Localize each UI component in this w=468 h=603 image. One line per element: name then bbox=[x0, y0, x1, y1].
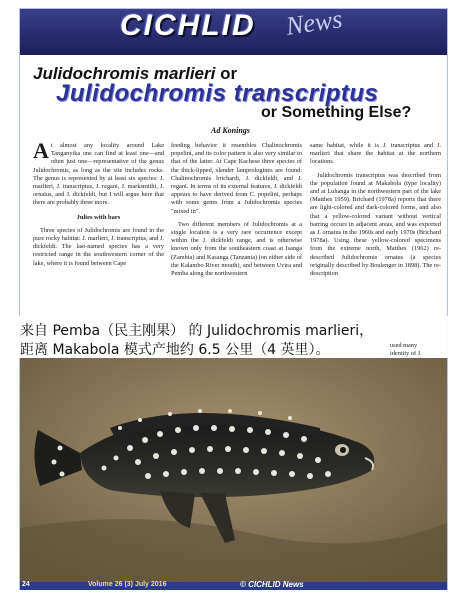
drop-cap: A bbox=[33, 138, 49, 163]
footer-bar bbox=[20, 582, 447, 590]
fish-photo bbox=[20, 358, 447, 582]
article-author: Ad Konings bbox=[211, 126, 250, 135]
intro-text: t almost any locality around Lake Tanganyika one can find at least one—and often just one—representative of the genus Julidochromis, as long as the site includes rocks. The genus is represented by at least six species: J. marlieri, J. transcriptus, J. regani, J. marksmithi, J. ornatus, and J. dickfeldi, but I will argue here that there are probably three more. bbox=[33, 142, 164, 207]
text-column-2 bbox=[171, 142, 302, 283]
masthead-title: CICHLID bbox=[120, 9, 256, 42]
column-tail-2: identity of J. bbox=[390, 350, 422, 357]
caption-line-1: 来自 Pemba（民主刚果） 的 Julidochromis marlieri， bbox=[20, 323, 374, 339]
masthead-subtitle: News bbox=[284, 4, 345, 41]
title-species-1: Julidochromis marlieri bbox=[33, 64, 216, 83]
article-title-line2: Julidochromis transcriptus bbox=[56, 80, 379, 107]
paragraph: same habitat, while it is J. transcriptus and J. marlieri that share the habitat at the northern locations. bbox=[310, 142, 441, 166]
paragraph: feeding behavior it resembles Chalinochromis popelini, and its color pattern is also very similar to that of the latter. At Cape Kachese three species of the thick-lipped, slender lamprologines are found: Chalinochromis brichardi, J. dickfeldi, and J. regani. In terms of its external features, J. dickfeldi appears to have derived from C. popelini, perhaps with some genes from a Julidochromis species "mixed in". bbox=[171, 142, 302, 215]
julidochromis-fish-image bbox=[20, 358, 447, 582]
footer-brand: © CICHLID News bbox=[240, 580, 304, 589]
title-or-1: or bbox=[215, 64, 238, 83]
column-tail-1: used many bbox=[390, 342, 418, 349]
paragraph: Three species of Julidochromis are found in the pure rocky habitat: J. marlieri, J. transcriptus, and J. dickfeldi. The last-named species has a very restricted range in the southwestern corner of the lake, where it is found between Cape bbox=[33, 226, 164, 267]
text-column-1 bbox=[33, 138, 164, 273]
section-subhead: Julies with bars bbox=[76, 213, 121, 221]
caption-line-2: 距离 Makabola 模式产地约 6.5 公里（4 英里）。 bbox=[20, 342, 330, 358]
paragraph: Two different members of Julidochromis at a single location is a very rare occurrence except within the J. dickfeldi range, and is otherwise known only from the southeastern coast at Isanga (Zambia) and Kasanga (Tanzania) (on either side of the Kalambo River mouth), and between Uvira and Pemba along the northwestern bbox=[171, 220, 302, 278]
issue-volume: Volume 26 (3) July 2016 bbox=[88, 581, 167, 588]
paragraph-intro bbox=[33, 138, 164, 208]
article-title-line3: or Something Else? bbox=[261, 104, 412, 121]
text-column-3 bbox=[310, 142, 441, 283]
paragraph: Julidochromis transcriptus was described from the population found at Makabola (type locality) and at Luhanga in the northwestern part of the lake (Matthes 1959). Brichard (1978a) reports that there are light-colored and dark-colored forms, and also that a yellow-colored variant without vertical barring occurs in adjacent areas, and was exported as J. ornatus in the 1960s and early 1970s (Brichard 1978a). Using these yellow-colored specimens from the extreme north, Matthes (1962) re-described Julidochromis ornatus (a species originally described by Boulenger in 1898). The re-description bbox=[310, 171, 441, 278]
page-number: 24 bbox=[22, 581, 30, 588]
